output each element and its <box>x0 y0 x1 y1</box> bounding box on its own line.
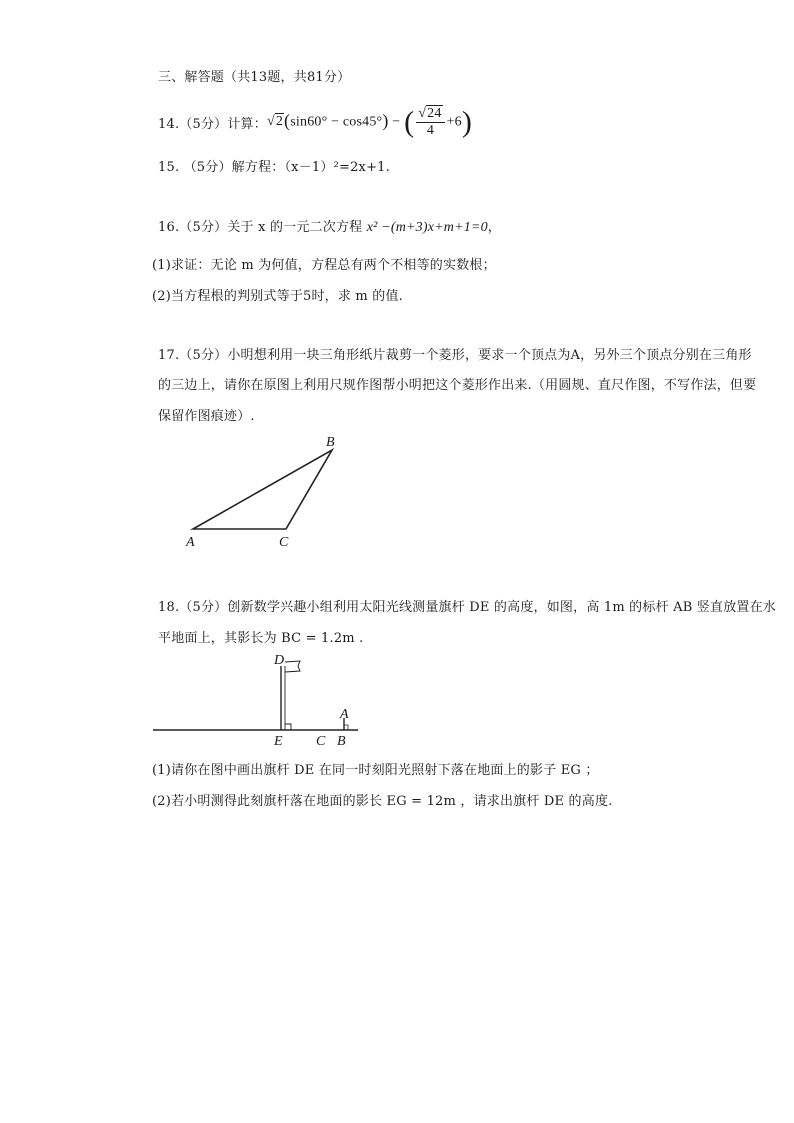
q18-part2: (2)若小明测得此刻旗杆落在地面的影长 EG = 12m ，请求出旗杆 DE 的高度. <box>152 794 613 809</box>
triangle-abc <box>193 450 332 529</box>
question-14 <box>158 104 472 140</box>
label-e: E <box>274 734 283 748</box>
q18-part1: (1)请你在图中画出旗杆 DE 在同一时刻阳光照射下落在地面上的影子 EG ； <box>152 763 599 778</box>
q18-line1: 18.（5分）创新数学兴趣小组利用太阳光线测量旗杆 DE 的高度，如图，高 1m 的标杆 AB 竖直放置在水 <box>158 600 776 615</box>
q16-part1: (1)求证：无论 m 为何值，方程总有两个不相等的实数根； <box>152 258 496 273</box>
label-b: B <box>326 435 335 450</box>
right-angle-e <box>285 724 291 730</box>
triangle-figure <box>180 430 350 555</box>
question-15: 15. （5分）解方程：（x－1）²=2x+1. <box>158 160 390 175</box>
sqrt-symbol: √2 <box>266 114 284 130</box>
q14-expression: √2(sin60° − cos45°) − ( $\frac{√24}{4}$ +6) <box>266 105 473 138</box>
q17-line1: 17.（5分）小明想利用一块三角形纸片裁剪一个菱形，要求一个顶点为A，另外三个顶点分别在三角形 <box>158 348 752 363</box>
q16-equation: x² −(m+3)x+m+1=0 <box>366 220 488 235</box>
q17-line3: 保留作图痕迹）. <box>158 409 255 424</box>
label-b: B <box>337 734 346 748</box>
label-d: D <box>274 653 285 668</box>
q16-prefix: 16.（5分）关于 x 的一元二次方程 <box>158 220 363 235</box>
label-a: A <box>186 535 195 550</box>
label-a: A <box>340 707 349 722</box>
label-c: C <box>279 535 289 550</box>
q17-line2: 的三边上，请你在原图上利用尺规作图帮小明把这个菱形作出来.（用圆规、直尺作图，不写作法，但要 <box>158 378 757 393</box>
question-16: 16.（5分）关于 x 的一元二次方程 x² −(m+3)x+m+1=0， <box>158 220 501 235</box>
section-title: 三、解答题（共13题，共81分） <box>158 70 351 85</box>
flag-shape <box>285 661 300 672</box>
label-c: C <box>316 734 326 748</box>
q14-plus6: +6 <box>446 114 462 130</box>
q14-prefix: 14.（5分）计算： <box>158 116 267 132</box>
q14-minus: − <box>392 114 401 130</box>
q18-line2: 平地面上，其影长为 BC = 1.2m . <box>158 631 364 646</box>
q14-fraction: $\frac{√24}{4}$ <box>416 106 444 139</box>
q14-inner: sin60° − cos45° <box>290 114 383 130</box>
q16-part2: (2)当方程根的判别式等于5时，求 m 的值. <box>152 289 404 304</box>
flagpole-figure <box>150 652 365 748</box>
